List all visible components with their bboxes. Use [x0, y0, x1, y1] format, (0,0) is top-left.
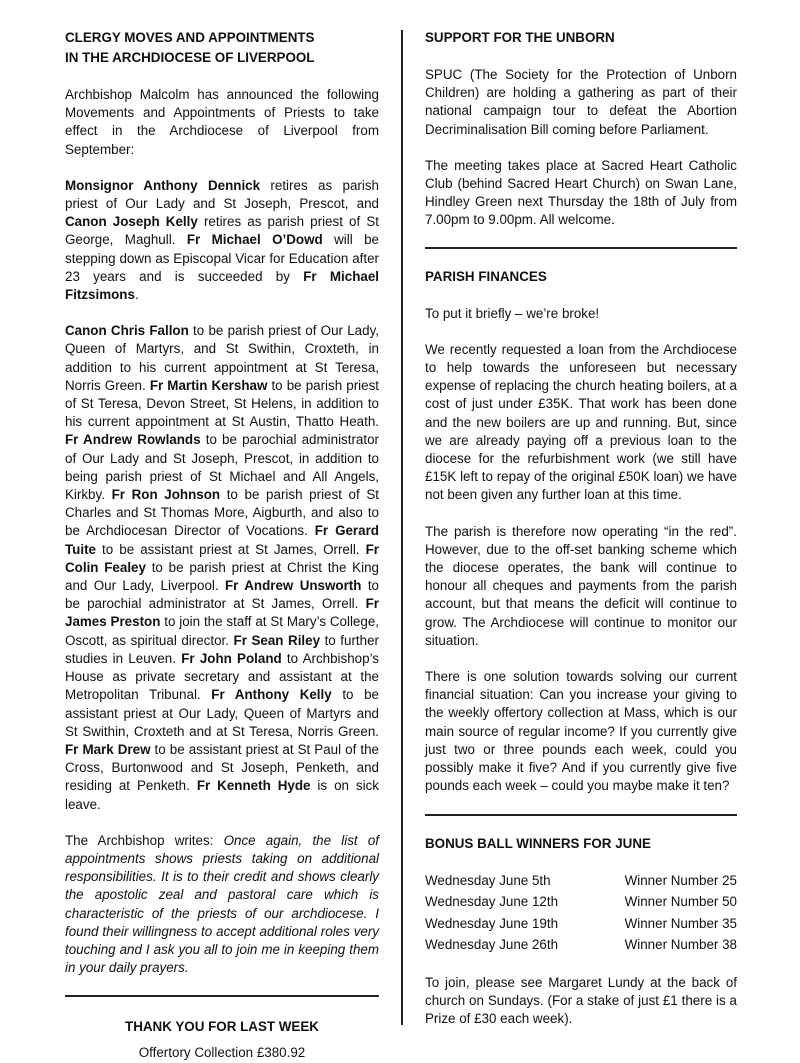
text-run: to be parish priest of St Teresa, Devon Street, St Helens, in addition to his current appointment at St Austin, Thatto Heath.	[65, 377, 379, 430]
unborn-heading: SUPPORT FOR THE UNBORN	[425, 30, 615, 45]
finances-paragraph-2: We recently requested a loan from the Archdiocese to help towards the unforeseen but necessary expense of replacing the church heating boilers, at a cost of just under £35K. That work has been done and the new boilers are up and running. But, since we are already paying off a previous loan to the diocese for the refurbishment work (we still have £15K left to repay of the original £50K loan) we have not been given any further loan at this time.	[425, 341, 737, 503]
section-rule	[425, 247, 737, 249]
text-run: to be parish priest at Christ the King and Our Lady, Liverpool.	[65, 559, 379, 594]
text-run: is on sick leave.	[65, 778, 379, 812]
clergy-appointments-paragraph	[65, 322, 379, 813]
winner-row	[425, 934, 737, 956]
clergy-moves-section	[65, 28, 379, 977]
unborn-paragraph-2: The meeting takes place at Sacred Heart Catholic Club (behind Sacred Heart Church) on Swan Lane, Hindley Green next Thursday the 18th of July from 7.00pm to 9.00pm. All welcome.	[425, 157, 737, 228]
text-run: to further studies in Leuven.	[65, 632, 379, 666]
bonus-ball-section	[425, 834, 737, 1029]
archbishop-quote-paragraph	[65, 832, 379, 978]
clergy-retirements-paragraph	[65, 177, 379, 304]
priest-name: Fr Kenneth Hyde	[196, 778, 311, 794]
priest-name: Fr Mark Drew	[65, 741, 151, 757]
clergy-intro: Archbishop Malcolm has announced the following Movements and Appointments of Priests to take effect in the Archdiocese of Liverpool from September:	[65, 87, 379, 157]
bonus-join-info: To join, please see Margaret Lundy at the back of church on Sundays. (For a stake of just £1 there is a Prize of £30 each week).	[425, 974, 737, 1026]
winner-row	[425, 870, 737, 892]
text-run: to be parochial administrator at St James, Orrell.	[65, 578, 379, 612]
winner-row	[425, 913, 737, 935]
priest-name: Fr Andrew Rowlands	[65, 432, 201, 448]
clergy-heading-line-2: IN THE ARCHDIOCESE OF LIVERPOOL	[65, 50, 315, 65]
text-run: .	[134, 287, 139, 303]
text-run: to join the staff at St Mary’s College, Oscott, as spiritual director.	[65, 614, 379, 648]
finances-paragraph-3: The parish is therefore now operating “in the red”. However, due to the off-set banking scheme which the diocese operates, the bank will continue to honour all cheques and payments from the parish account, but that means the deficit will continue to grow. The Archdiocese will continue to monitor our situation.	[425, 523, 737, 648]
winner-date: Wednesday June 26th	[425, 937, 559, 952]
text-run: to be assistant priest at Our Lady, Queen of Martyrs and St Swithin, Croxteth and at St Teresa, Norris Green.	[65, 687, 379, 739]
text-run: will be stepping down as Episcopal Vicar for Education after 23 years and is succeeded by	[65, 232, 379, 284]
section-rule	[425, 814, 737, 816]
unborn-paragraph-1: SPUC (The Society for the Protection of Unborn Children) are holding a gathering as part of their national campaign tour to defeat the Abortion Decriminalisation Bill coming before Parliament.	[425, 67, 737, 137]
offertory-collection: Offertory Collection £380.92	[138, 1045, 306, 1061]
priest-name: Canon Joseph Kelly	[65, 214, 198, 230]
text-run: to be parish priest of Our Lady, Queen of Martyrs, and St Swithin, Croxteth, in addition to his current appointment at St Teresa, Norris Green.	[65, 323, 379, 393]
priest-name: Fr Sean Riley	[233, 632, 321, 648]
text-run: to be parochial administrator of Our Lady and St Joseph, Prescot, in addition to being parish priest of St Michael and All Angels, Kirkby.	[65, 432, 379, 503]
priest-name: Monsignor Anthony Dennick	[65, 177, 261, 193]
column-divider	[401, 30, 403, 1025]
text-run: to be assistant priest at St Paul of the Cross, Burtonwood and St Joseph, Penketh, and residing at Penketh.	[65, 741, 379, 794]
support-unborn-section	[425, 28, 737, 230]
text-run: to be assistant priest at St James, Orrell.	[96, 541, 366, 557]
bonus-heading: BONUS BALL WINNERS FOR JUNE	[425, 835, 651, 851]
winner-date: Wednesday June 19th	[425, 915, 559, 931]
priest-name: Fr Michael Fitzsimons	[65, 268, 379, 303]
winner-number: Winner Number 38	[624, 937, 737, 952]
text-run: to be parish priest of St Charles and St Thomas More, Aigburth, and also to be Archdiocesan Director of Vocations.	[65, 487, 380, 539]
finances-paragraph-4: There is one solution towards solving our current financial situation: Can you increase your giving to the weekly offertory collection at Mass, which is our main source of regular income? If you currently give just two or three pounds each week, could you possibly make it five? And if you currently give five pounds each week – could you maybe make it ten?	[425, 669, 737, 794]
priest-name: Fr Colin Fealey	[65, 541, 379, 575]
priest-name: Fr Anthony Kelly	[211, 687, 332, 703]
winner-number: Winner Number 50	[624, 894, 737, 909]
priest-name: Fr James Preston	[65, 596, 379, 630]
priest-name: Canon Chris Fallon	[65, 323, 189, 339]
parish-finances-section	[425, 267, 737, 796]
winner-date: Wednesday June 12th	[425, 894, 559, 909]
text-run: retires as parish priest of Our Lady and St Joseph, Prescot, and	[65, 177, 379, 212]
finances-paragraph-1: To put it briefly – we’re broke!	[425, 305, 600, 321]
winner-number: Winner Number 25	[624, 872, 737, 888]
left-column	[65, 28, 379, 1063]
text-run: retires as parish priest of St George, Maghull.	[65, 214, 379, 248]
bonus-winners-list	[425, 870, 737, 956]
thank-you-section	[65, 1017, 379, 1062]
clergy-heading-line-1: CLERGY MOVES AND APPOINTMENTS	[65, 30, 315, 45]
priest-name: Fr Andrew Unsworth	[224, 578, 362, 594]
winner-row	[425, 891, 737, 913]
quote-text: Once again, the list of appointments shows priests taking on additional responsibilities. It is to their credit and shows clearly the apostolic zeal and pastoral care which is characteristic of the priests of our archdiocese. I found their willingness to accept additional roles very touching and I ask you all to join me in keeping them in your daily prayers.	[65, 832, 379, 976]
priest-name: Fr John Poland	[181, 650, 282, 666]
priest-name: Fr Martin Kershaw	[149, 377, 268, 393]
thank-you-heading: THANK YOU FOR LAST WEEK	[125, 1019, 319, 1035]
winner-date: Wednesday June 5th	[425, 872, 551, 888]
right-column	[425, 28, 737, 1028]
section-rule	[65, 995, 379, 997]
winner-number: Winner Number 35	[624, 915, 737, 931]
priest-name: Fr Gerard Tuite	[65, 523, 379, 557]
priest-name: Fr Michael O’Dowd	[186, 232, 323, 248]
text-run: to Archbishop’s House as private secretary and assistant at the Metropolitan Tribunal.	[65, 650, 379, 703]
finances-heading: PARISH FINANCES	[425, 268, 547, 284]
quote-lead: The Archbishop writes:	[65, 832, 224, 848]
priest-name: Fr Ron Johnson	[111, 487, 221, 503]
